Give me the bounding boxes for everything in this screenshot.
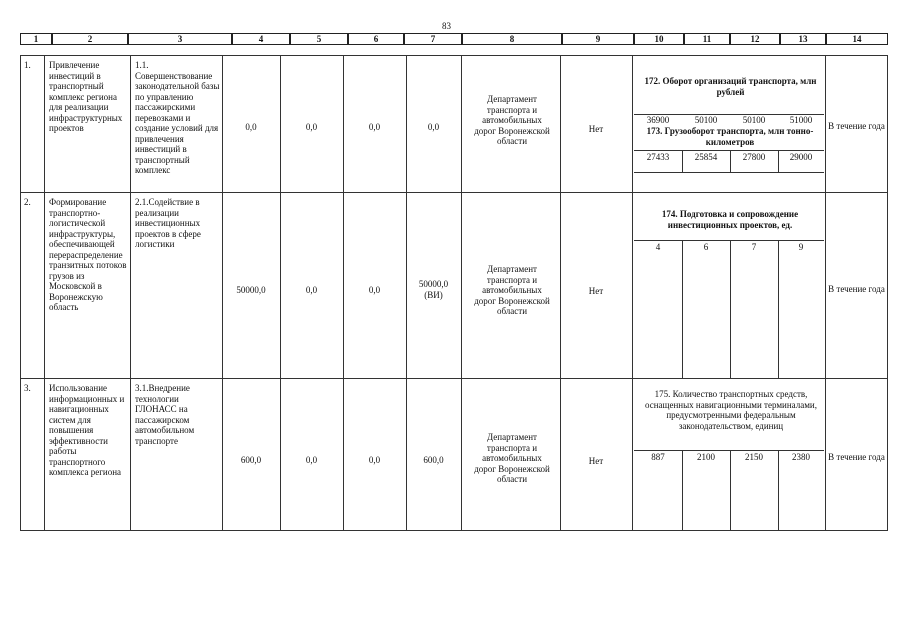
header-col-3: 3 bbox=[128, 33, 232, 45]
indicator-title: 172. Оборот организаций транспорта, млн рублей bbox=[644, 76, 817, 97]
cell-9: Нет bbox=[588, 286, 604, 296]
indicator-value: 887 bbox=[651, 452, 665, 462]
goal-cell: Формирование транспортно-логистической инфраструктуры, обеспечивающей перераспределение транзитных потоков грузов из Московской в Воронежскую область bbox=[49, 197, 127, 312]
cell-4: 0,0 bbox=[245, 122, 257, 132]
goal-cell: Использование информационных и навигационных систем для повышения эффективности работы транспортного комплекса региона bbox=[49, 383, 125, 477]
cell-6: 0,0 bbox=[368, 285, 381, 295]
cell-5: 0,0 bbox=[305, 122, 318, 132]
indicator-value: 51000 bbox=[789, 115, 813, 125]
cell-4: 50000,0 bbox=[236, 285, 266, 295]
page-number: 83 bbox=[442, 21, 451, 31]
executor-cell: Департамент транспорта и автомобильных дорог Воронежской области bbox=[474, 264, 550, 316]
indicator-value: 2380 bbox=[792, 452, 810, 462]
header-col-5: 5 bbox=[290, 33, 348, 45]
indicator-value: 50100 bbox=[694, 115, 718, 125]
goal-cell: Привлечение инвестиций в транспортный комплекс региона для реализации инфраструктурных проектов bbox=[49, 60, 123, 133]
indicator-value: 27800 bbox=[742, 152, 766, 162]
task-cell: 2.1.Содействие в реализации инвестиционных проектов в сфере логистики bbox=[135, 197, 201, 249]
row-number: 3. bbox=[24, 383, 31, 393]
indicator-value: 25854 bbox=[694, 152, 718, 162]
indicator-value: 36900 bbox=[646, 115, 670, 125]
header-col-9: 9 bbox=[562, 33, 634, 45]
cell-9: Нет bbox=[588, 124, 604, 134]
header-col-14: 14 bbox=[826, 33, 888, 45]
cell-7: 600,0 bbox=[423, 455, 444, 465]
header-col-13: 13 bbox=[780, 33, 826, 45]
cell-6: 0,0 bbox=[368, 122, 381, 132]
header-col-4: 4 bbox=[232, 33, 290, 45]
indicator-value: 2100 bbox=[697, 452, 715, 462]
header-col-7: 7 bbox=[404, 33, 462, 45]
cell-7-note: (ВИ) bbox=[424, 290, 443, 300]
header-col-1: 1 bbox=[20, 33, 52, 45]
header-col-8: 8 bbox=[462, 33, 562, 45]
indicator-value: 9 bbox=[798, 242, 804, 252]
indicator-value: 2150 bbox=[745, 452, 763, 462]
executor-cell: Департамент транспорта и автомобильных дорог Воронежской области bbox=[474, 432, 550, 484]
indicator-title: 175. Количество транспортных средств, оснащенных навигационными терминалами, предусмотренными федеральным законодательством, единиц bbox=[645, 389, 817, 431]
cell-5: 0,0 bbox=[305, 455, 318, 465]
header-col-2: 2 bbox=[52, 33, 128, 45]
task-cell: 3.1.Внедрение технологии ГЛОНАСС на пассажирском автомобильном транспорте bbox=[135, 383, 195, 446]
indicator-value: 29000 bbox=[789, 152, 813, 162]
cell-9: Нет bbox=[588, 456, 604, 466]
indicator-title: 174. Подготовка и сопровождение инвестиционных проектов, ед. bbox=[661, 209, 799, 230]
header-col-12: 12 bbox=[730, 33, 780, 45]
cell-5: 0,0 bbox=[305, 285, 318, 295]
row-number: 1. bbox=[24, 60, 31, 70]
indicator-value: 50100 bbox=[742, 115, 766, 125]
cell-4: 600,0 bbox=[240, 455, 262, 465]
header-col-6: 6 bbox=[348, 33, 404, 45]
indicator-value: 6 bbox=[703, 242, 709, 252]
row-number: 2. bbox=[24, 197, 31, 207]
cell-6: 0,0 bbox=[368, 455, 381, 465]
indicator-title: 173. Грузооборот транспорта, млн тонно-километров bbox=[646, 126, 814, 147]
indicator-value: 27433 bbox=[646, 152, 670, 162]
term-cell: В течение года bbox=[828, 284, 885, 294]
header-col-11: 11 bbox=[684, 33, 730, 45]
cell-7: 0,0 bbox=[427, 122, 440, 132]
header-col-10: 10 bbox=[634, 33, 684, 45]
task-cell: 1.1. Совершенствование законодательной базы по управлению пассажирскими перевозками и создание условий для привлечения инвестиций в транспортный комплекс bbox=[135, 60, 220, 175]
indicator-value: 4 bbox=[655, 242, 661, 252]
executor-cell: Департамент транспорта и автомобильных дорог Воронежской области bbox=[474, 94, 550, 146]
cell-7: 50000,0 bbox=[418, 279, 449, 289]
term-cell: В течение года bbox=[828, 452, 885, 462]
indicator-value: 7 bbox=[751, 242, 757, 252]
term-cell: В течение года bbox=[828, 121, 885, 131]
